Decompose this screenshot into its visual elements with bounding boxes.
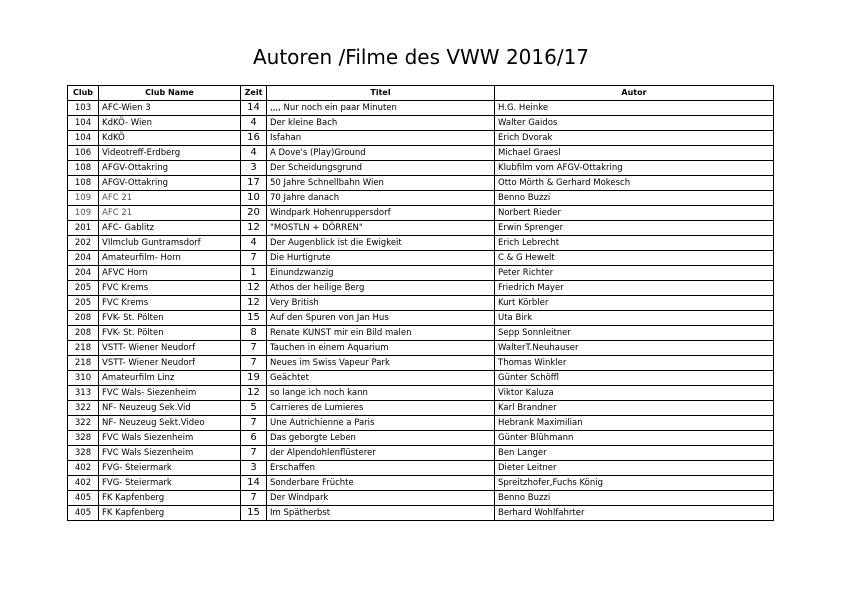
cell-zeit: 10 [241, 191, 267, 206]
cell-titel: Tauchen in einem Aquarium [267, 341, 495, 356]
table-row [68, 131, 774, 146]
header-club: Club [68, 86, 99, 101]
table-row [68, 326, 774, 341]
cell-autor: Klubfilm vom AFGV-Ottakring [495, 161, 774, 176]
page-title: Autoren /Filme des VWW 2016/17 [252, 45, 590, 69]
cell-zeit: 1 [241, 266, 267, 281]
cell-titel: A Dove's (Play)Ground [267, 146, 495, 161]
cell-club-name: FVG- Steiermark [99, 476, 241, 491]
header-titel: Titel [267, 86, 495, 101]
table-row [68, 491, 774, 506]
table-row [68, 116, 774, 131]
table-row [68, 476, 774, 491]
cell-titel: Auf den Spuren von Jan Hus [267, 311, 495, 326]
cell-club-name: AFC 21 [99, 206, 241, 221]
cell-titel: "MOSTLN + DÖRREN" [267, 221, 495, 236]
films-table [67, 85, 774, 521]
cell-autor: Peter Richter [495, 266, 774, 281]
table-row [68, 341, 774, 356]
cell-titel: Geächtet [267, 371, 495, 386]
cell-club-name: FVG- Steiermark [99, 461, 241, 476]
cell-autor: Erich Lebrecht [495, 236, 774, 251]
cell-titel: Die Hurtigrute [267, 251, 495, 266]
cell-club: 205 [68, 296, 99, 311]
cell-zeit: 12 [241, 386, 267, 401]
cell-autor: Günter Schöffl [495, 371, 774, 386]
cell-zeit: 3 [241, 461, 267, 476]
cell-zeit: 7 [241, 341, 267, 356]
cell-club-name: FK Kapfenberg [99, 506, 241, 521]
cell-club-name: Amateurfilm Linz [99, 371, 241, 386]
cell-club: 103 [68, 101, 99, 116]
cell-zeit: 14 [241, 476, 267, 491]
cell-titel: Einundzwanzig [267, 266, 495, 281]
table-row [68, 146, 774, 161]
table-row [68, 296, 774, 311]
cell-titel: Windpark Hohenruppersdorf [267, 206, 495, 221]
cell-autor: Günter Blühmann [495, 431, 774, 446]
cell-club: 310 [68, 371, 99, 386]
cell-zeit: 16 [241, 131, 267, 146]
cell-zeit: 6 [241, 431, 267, 446]
cell-club: 328 [68, 431, 99, 446]
cell-titel: Carrieres de Lumieres [267, 401, 495, 416]
cell-titel: so lange ich noch kann [267, 386, 495, 401]
cell-club-name: FVC Krems [99, 281, 241, 296]
header-zeit: Zeit [241, 86, 267, 101]
cell-zeit: 12 [241, 296, 267, 311]
cell-titel: der Alpendohlenflüsterer [267, 446, 495, 461]
cell-club: 109 [68, 191, 99, 206]
cell-zeit: 3 [241, 161, 267, 176]
table-header-row [68, 86, 774, 101]
table-row [68, 371, 774, 386]
cell-club: 104 [68, 131, 99, 146]
cell-zeit: 7 [241, 416, 267, 431]
cell-club-name: VSTT- Wiener Neudorf [99, 356, 241, 371]
cell-club-name: FVK- St. Pölten [99, 311, 241, 326]
cell-autor: Uta Birk [495, 311, 774, 326]
cell-autor: Norbert Rieder [495, 206, 774, 221]
table-row [68, 206, 774, 221]
cell-titel: Der Augenblick ist die Ewigkeit [267, 236, 495, 251]
cell-zeit: 4 [241, 116, 267, 131]
cell-autor: Otto Mörth & Gerhard Mokesch [495, 176, 774, 191]
cell-club-name: AFGV-Ottakring [99, 176, 241, 191]
table-row [68, 221, 774, 236]
cell-club-name: NF- Neuzeug Sek.Vid [99, 401, 241, 416]
cell-club-name: AFC-Wien 3 [99, 101, 241, 116]
cell-titel: Der kleine Bach [267, 116, 495, 131]
cell-club: 108 [68, 176, 99, 191]
cell-zeit: 8 [241, 326, 267, 341]
cell-autor: Michael Graesl [495, 146, 774, 161]
cell-titel: Isfahan [267, 131, 495, 146]
cell-autor: Benno Buzzi [495, 491, 774, 506]
cell-autor: Walter Gaidos [495, 116, 774, 131]
cell-club: 402 [68, 461, 99, 476]
table-row [68, 311, 774, 326]
cell-zeit: 20 [241, 206, 267, 221]
cell-titel: Neues im Swiss Vapeur Park [267, 356, 495, 371]
table-row [68, 161, 774, 176]
cell-club: 108 [68, 161, 99, 176]
cell-zeit: 17 [241, 176, 267, 191]
cell-zeit: 14 [241, 101, 267, 116]
cell-titel: Athos der heilige Berg [267, 281, 495, 296]
table-row [68, 461, 774, 476]
cell-club: 204 [68, 266, 99, 281]
cell-titel: Une Autrichienne a Paris [267, 416, 495, 431]
cell-titel: ,,,, Nur noch ein paar Minuten [267, 101, 495, 116]
cell-club-name: KdKÖ [99, 131, 241, 146]
cell-club: 322 [68, 416, 99, 431]
cell-titel: Sonderbare Früchte [267, 476, 495, 491]
cell-club-name: AFGV-Ottakring [99, 161, 241, 176]
cell-club: 322 [68, 401, 99, 416]
cell-autor: H.G. Heinke [495, 101, 774, 116]
cell-club: 405 [68, 491, 99, 506]
cell-titel: Renate KUNST mir ein Bild malen [267, 326, 495, 341]
table-row [68, 266, 774, 281]
cell-autor: Friedrich Mayer [495, 281, 774, 296]
cell-club-name: Amateurfilm- Horn [99, 251, 241, 266]
cell-zeit: 5 [241, 401, 267, 416]
cell-club: 218 [68, 356, 99, 371]
cell-club-name: AFC- Gablitz [99, 221, 241, 236]
cell-club: 204 [68, 251, 99, 266]
header-autor: Autor [495, 86, 774, 101]
cell-club-name: FK Kapfenberg [99, 491, 241, 506]
cell-titel: Der Windpark [267, 491, 495, 506]
cell-club: 202 [68, 236, 99, 251]
cell-titel: 50 Jahre Schnellbahn Wien [267, 176, 495, 191]
cell-club-name: FVC Wals- Siezenheim [99, 386, 241, 401]
table-row [68, 446, 774, 461]
cell-autor: Viktor Kaluza [495, 386, 774, 401]
cell-autor: Dieter Leitner [495, 461, 774, 476]
table-row [68, 506, 774, 521]
table-row [68, 281, 774, 296]
cell-club: 104 [68, 116, 99, 131]
cell-club: 109 [68, 206, 99, 221]
cell-club-name: KdKÖ- Wien [99, 116, 241, 131]
table-row [68, 416, 774, 431]
table-row [68, 401, 774, 416]
cell-zeit: 19 [241, 371, 267, 386]
cell-zeit: 7 [241, 356, 267, 371]
cell-zeit: 7 [241, 251, 267, 266]
cell-titel: Im Spätherbst [267, 506, 495, 521]
table-row [68, 431, 774, 446]
cell-autor: Sepp Sonnleitner [495, 326, 774, 341]
table-row [68, 101, 774, 116]
cell-zeit: 12 [241, 281, 267, 296]
cell-autor: Hebrank Maximilian [495, 416, 774, 431]
cell-autor: Erich Dvorak [495, 131, 774, 146]
header-club-name: Club Name [99, 86, 241, 101]
cell-club-name: FVC Krems [99, 296, 241, 311]
cell-club-name: FVK- St. Pölten [99, 326, 241, 341]
cell-club-name: FVC Wals Siezenheim [99, 431, 241, 446]
cell-autor: Kurt Körbler [495, 296, 774, 311]
cell-club: 328 [68, 446, 99, 461]
cell-zeit: 4 [241, 146, 267, 161]
cell-club: 402 [68, 476, 99, 491]
cell-club-name: AFVC Horn [99, 266, 241, 281]
table-row [68, 176, 774, 191]
cell-autor: Benno Buzzi [495, 191, 774, 206]
cell-autor: Karl Brandner [495, 401, 774, 416]
cell-zeit: 15 [241, 506, 267, 521]
cell-autor: Berhard Wohlfahrter [495, 506, 774, 521]
cell-club-name: NF- Neuzeug Sekt.Video [99, 416, 241, 431]
cell-titel: Erschaffen [267, 461, 495, 476]
cell-club: 106 [68, 146, 99, 161]
cell-club: 201 [68, 221, 99, 236]
cell-club: 405 [68, 506, 99, 521]
cell-autor: Ben Langer [495, 446, 774, 461]
cell-club-name: Videotreff-Erdberg [99, 146, 241, 161]
cell-zeit: 4 [241, 236, 267, 251]
cell-club: 208 [68, 311, 99, 326]
cell-zeit: 12 [241, 221, 267, 236]
cell-club: 205 [68, 281, 99, 296]
cell-club: 208 [68, 326, 99, 341]
cell-autor: C & G Hewelt [495, 251, 774, 266]
table-row [68, 251, 774, 266]
cell-club: 218 [68, 341, 99, 356]
cell-zeit: 7 [241, 446, 267, 461]
cell-titel: 70 Jahre danach [267, 191, 495, 206]
cell-titel: Very British [267, 296, 495, 311]
cell-zeit: 7 [241, 491, 267, 506]
table-row [68, 191, 774, 206]
cell-autor: WalterT.Neuhauser [495, 341, 774, 356]
cell-club-name: FVC Wals Siezenheim [99, 446, 241, 461]
table-row [68, 386, 774, 401]
cell-titel: Das geborgte Leben [267, 431, 495, 446]
cell-club-name: AFC 21 [99, 191, 241, 206]
cell-zeit: 15 [241, 311, 267, 326]
table-row [68, 356, 774, 371]
cell-titel: Der Scheidungsgrund [267, 161, 495, 176]
cell-autor: Thomas Winkler [495, 356, 774, 371]
cell-club: 313 [68, 386, 99, 401]
cell-autor: Erwin Sprenger [495, 221, 774, 236]
cell-club-name: VIlmclub Guntramsdorf [99, 236, 241, 251]
cell-club-name: VSTT- Wiener Neudorf [99, 341, 241, 356]
table-body [68, 101, 774, 521]
cell-autor: Spreitzhofer,Fuchs König [495, 476, 774, 491]
table-row [68, 236, 774, 251]
